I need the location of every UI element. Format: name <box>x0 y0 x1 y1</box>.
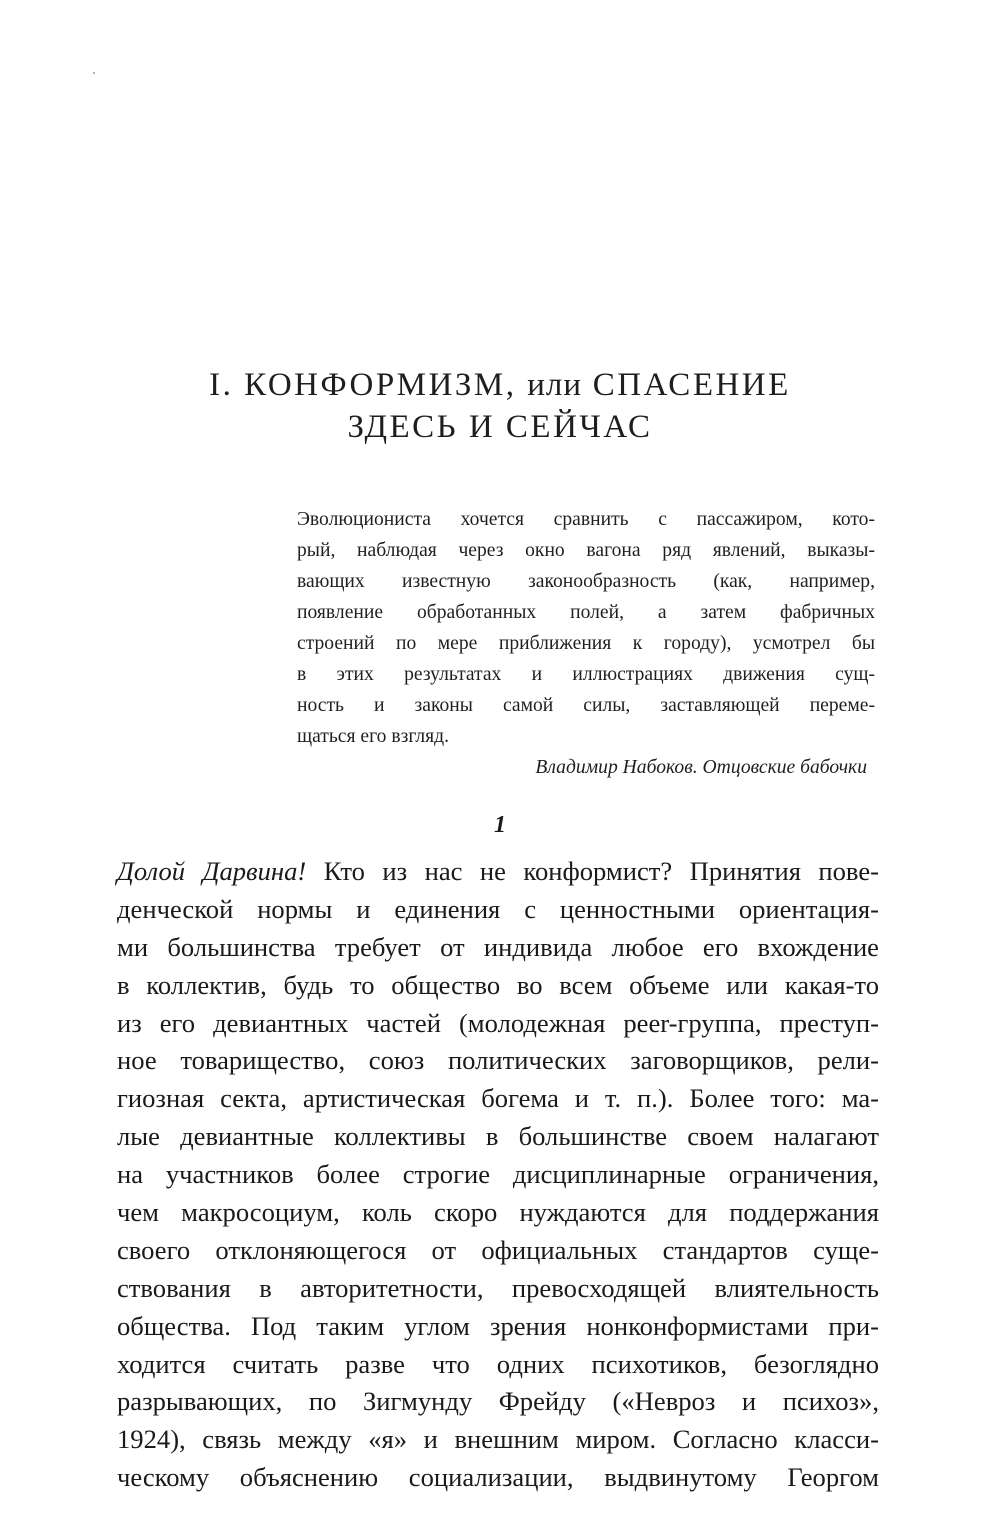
body-line: своего отклоняющегося от официальных стандартов суще- <box>117 1234 879 1265</box>
body-line: ческому объяснению социализации, выдвинутому Георгом <box>117 1462 879 1493</box>
epigraph-line: ность и законы самой силы, заставляющей переме- <box>297 695 875 716</box>
body-line-first <box>117 853 879 891</box>
epigraph-line: щаться его взгляд. <box>297 726 450 747</box>
body-lead-italic: Долой Дарвина! <box>117 856 307 886</box>
chapter-title <box>0 364 1000 448</box>
body-line: в коллектив, будь то общество во всем объеме или какая-то <box>117 969 879 1000</box>
chapter-title-line-1 <box>0 364 1000 406</box>
body-line: на участников более строгие дисциплинарные ограничения, <box>117 1159 879 1190</box>
epigraph-line: вающих известную законообразность (как, например, <box>297 571 875 592</box>
epigraph-attribution: Владимир Набоков. Отцовские бабочки <box>535 757 867 778</box>
epigraph-line: в этих результатах и иллюстрациях движения сущ- <box>297 664 875 685</box>
chapter-title-part-1: I. КОНФОРМИЗМ, <box>209 367 517 403</box>
body-first-line-rest: Кто из нас не конформист? Принятия пове- <box>306 856 879 886</box>
chapter-title-part-2: СПАСЕНИЕ <box>592 367 791 403</box>
body-line: ми большинства требует от индивида любое его вхождение <box>117 931 879 962</box>
body-line: ходится считать разве что одних психотиков, безоглядно <box>117 1348 879 1379</box>
body-line: общества. Под таким углом зрения нонконформистами при- <box>117 1310 879 1341</box>
body-line: гиозная секта, артистическая богема и т. п.). Более того: ма- <box>117 1083 879 1114</box>
body-line: денческой нормы и единения с ценностными ориентация- <box>117 893 879 924</box>
epigraph-line: рый, наблюдая через окно вагона ряд явлений, выказы- <box>297 540 875 561</box>
epigraph <box>297 504 875 783</box>
chapter-title-line-2: ЗДЕСЬ И СЕЙЧАС <box>347 409 653 445</box>
body-line: разрывающих, по Зигмунду Фрейду («Невроз и психоз», <box>117 1386 879 1417</box>
section-number: 1 <box>494 812 506 838</box>
body-line: ное товарищество, союз политических заговорщиков, рели- <box>117 1045 879 1076</box>
epigraph-line: Эволюциониста хочется сравнить с пассажиром, кото- <box>297 509 875 530</box>
body-line: чем макросоциум, коль скоро нуждаются для поддержания <box>117 1197 879 1228</box>
chapter-title-connector: или <box>527 367 583 403</box>
body-line: лые девиантные коллективы в большинстве своем налагают <box>117 1121 879 1152</box>
epigraph-line: строений по мере приближения к городу), усмотрел бы <box>297 633 875 654</box>
body-text <box>117 853 879 1497</box>
epigraph-line: появление обработанных полей, а затем фабричных <box>297 602 875 623</box>
paper-speck <box>93 72 95 74</box>
body-line: 1924), связь между «я» и внешним миром. Согласно класси- <box>117 1424 879 1455</box>
body-line: ствования в авторитетности, превосходящей влиятельность <box>117 1272 879 1303</box>
body-line: из его девиантных частей (молодежная peer-группа, преступ- <box>117 1007 879 1038</box>
